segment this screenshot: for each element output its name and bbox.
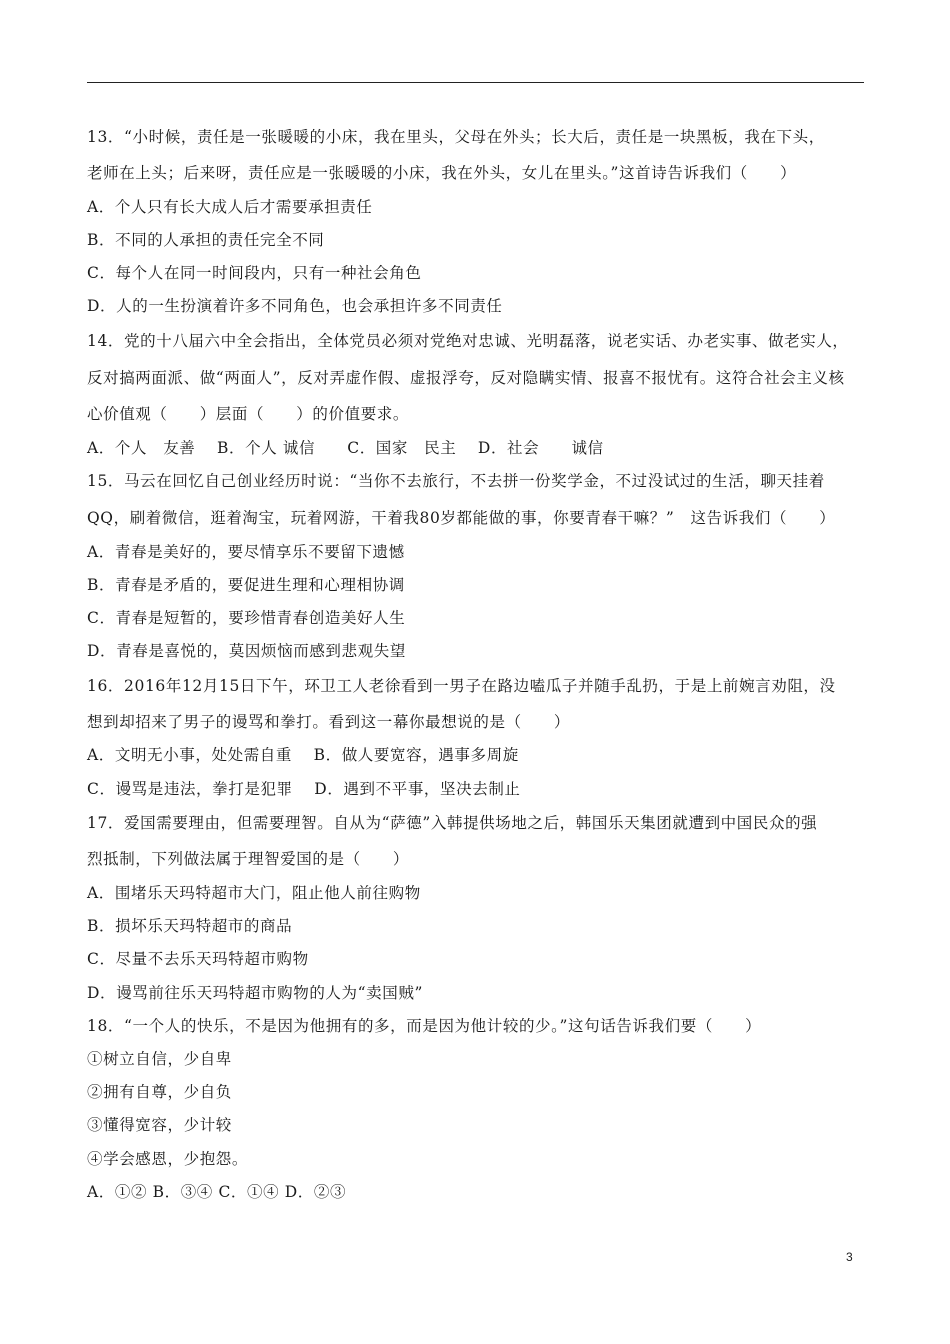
question-stem-line: 15．马云在回忆自己创业经历时说：“当你不去旅行，不去拼一份奖学金，不过没试过的生活，聊天挂着 [87,472,825,490]
option-c: C．青春是短暂的，要珍惜青春创造美好人生 [87,609,406,627]
question-stem-line: 13．“小时候，责任是一张暖暖的小床，我在里头，父母在外头；长大后，责任是一块黑板，我在下头， [87,128,825,146]
option-b: B．青春是矛盾的，要促进生理和心理相协调 [87,576,405,594]
option-b: B．损坏乐天玛特超市的商品 [87,917,293,935]
option-c: C．每个人在同一时间段内，只有一种社会角色 [87,264,422,282]
options-row: A．①② B．③④ C．①④ D．②③ [87,1183,347,1201]
question-stem-line: 想到却招来了男子的谩骂和拳打。看到这一幕你最想说的是（ ） [87,713,571,731]
option-a: A．个人只有长大成人后才需要承担责任 [87,198,373,216]
question-stem-line: QQ，刷着微信，逛着淘宝，玩着网游，干着我80岁都能做的事，你要青春干嘛？” 这告诉我们（ ） [87,509,836,527]
header-rule [87,82,864,83]
statement-1: ①树立自信，少自卑 [87,1050,232,1068]
option-c: C．尽量不去乐天玛特超市购物 [87,950,309,968]
options-row: A．个人 友善 B．个人 诚信 C．国家 民主 D．社会 诚信 [87,439,604,457]
page-number: 3 [846,1250,853,1264]
question-stem-line: 16．2016年12月15日下午，环卫工人老徐看到一男子在路边嗑瓜子并随手乱扔，于是上前婉言劝阻，没 [87,677,836,695]
question-stem-line: 反对搞两面派、做“两面人”，反对弄虚作假、虚报浮夸，反对隐瞒实情、报喜不报忧有。这符合社会主义核 [87,369,845,387]
statement-4: ④学会感恩，少抱怨。 [87,1150,249,1168]
option-a: A．围堵乐天玛特超市大门，阻止他人前往购物 [87,884,421,902]
options-row: A．文明无小事，处处需自重 B．做人要宽容，遇事多周旋 [87,746,519,764]
option-d: D．谩骂前往乐天玛特超市购物的人为“卖国贼” [87,984,423,1002]
question-stem-line: 烈抵制，下列做法属于理智爱国的是（ ） [87,850,410,868]
statement-2: ②拥有自尊，少自负 [87,1083,232,1101]
question-stem-line: 14．党的十八届六中全会指出，全体党员必须对党绝对忠诚、光明磊落，说老实话、办老实事、做老实人， [87,332,849,350]
option-d: D．青春是喜悦的，莫因烦恼而感到悲观失望 [87,642,406,660]
options-row: C．谩骂是违法，拳打是犯罪 D．遇到不平事，坚决去制止 [87,780,521,798]
question-stem-line: 17．爱国需要理由，但需要理智。自从为“萨德”入韩提供场地之后，韩国乐天集团就遭到中国民众的强 [87,814,818,832]
question-stem-line: 18．“一个人的快乐，不是因为他拥有的多，而是因为他计较的少。”这句话告诉我们要（ ） [87,1017,762,1035]
question-stem-line: 心价值观（ ）层面（ ）的价值要求。 [87,405,410,423]
question-stem-line: 老师在上头；后来呀，责任应是一张暖暖的小床，我在外头，女儿在里头。”这首诗告诉我们（ ） [87,164,797,182]
option-d: D．人的一生扮演着许多不同角色，也会承担许多不同责任 [87,297,503,315]
option-a: A．青春是美好的，要尽情享乐不要留下遗憾 [87,543,405,561]
statement-3: ③懂得宽容，少计较 [87,1116,232,1134]
option-b: B．不同的人承担的责任完全不同 [87,231,325,249]
